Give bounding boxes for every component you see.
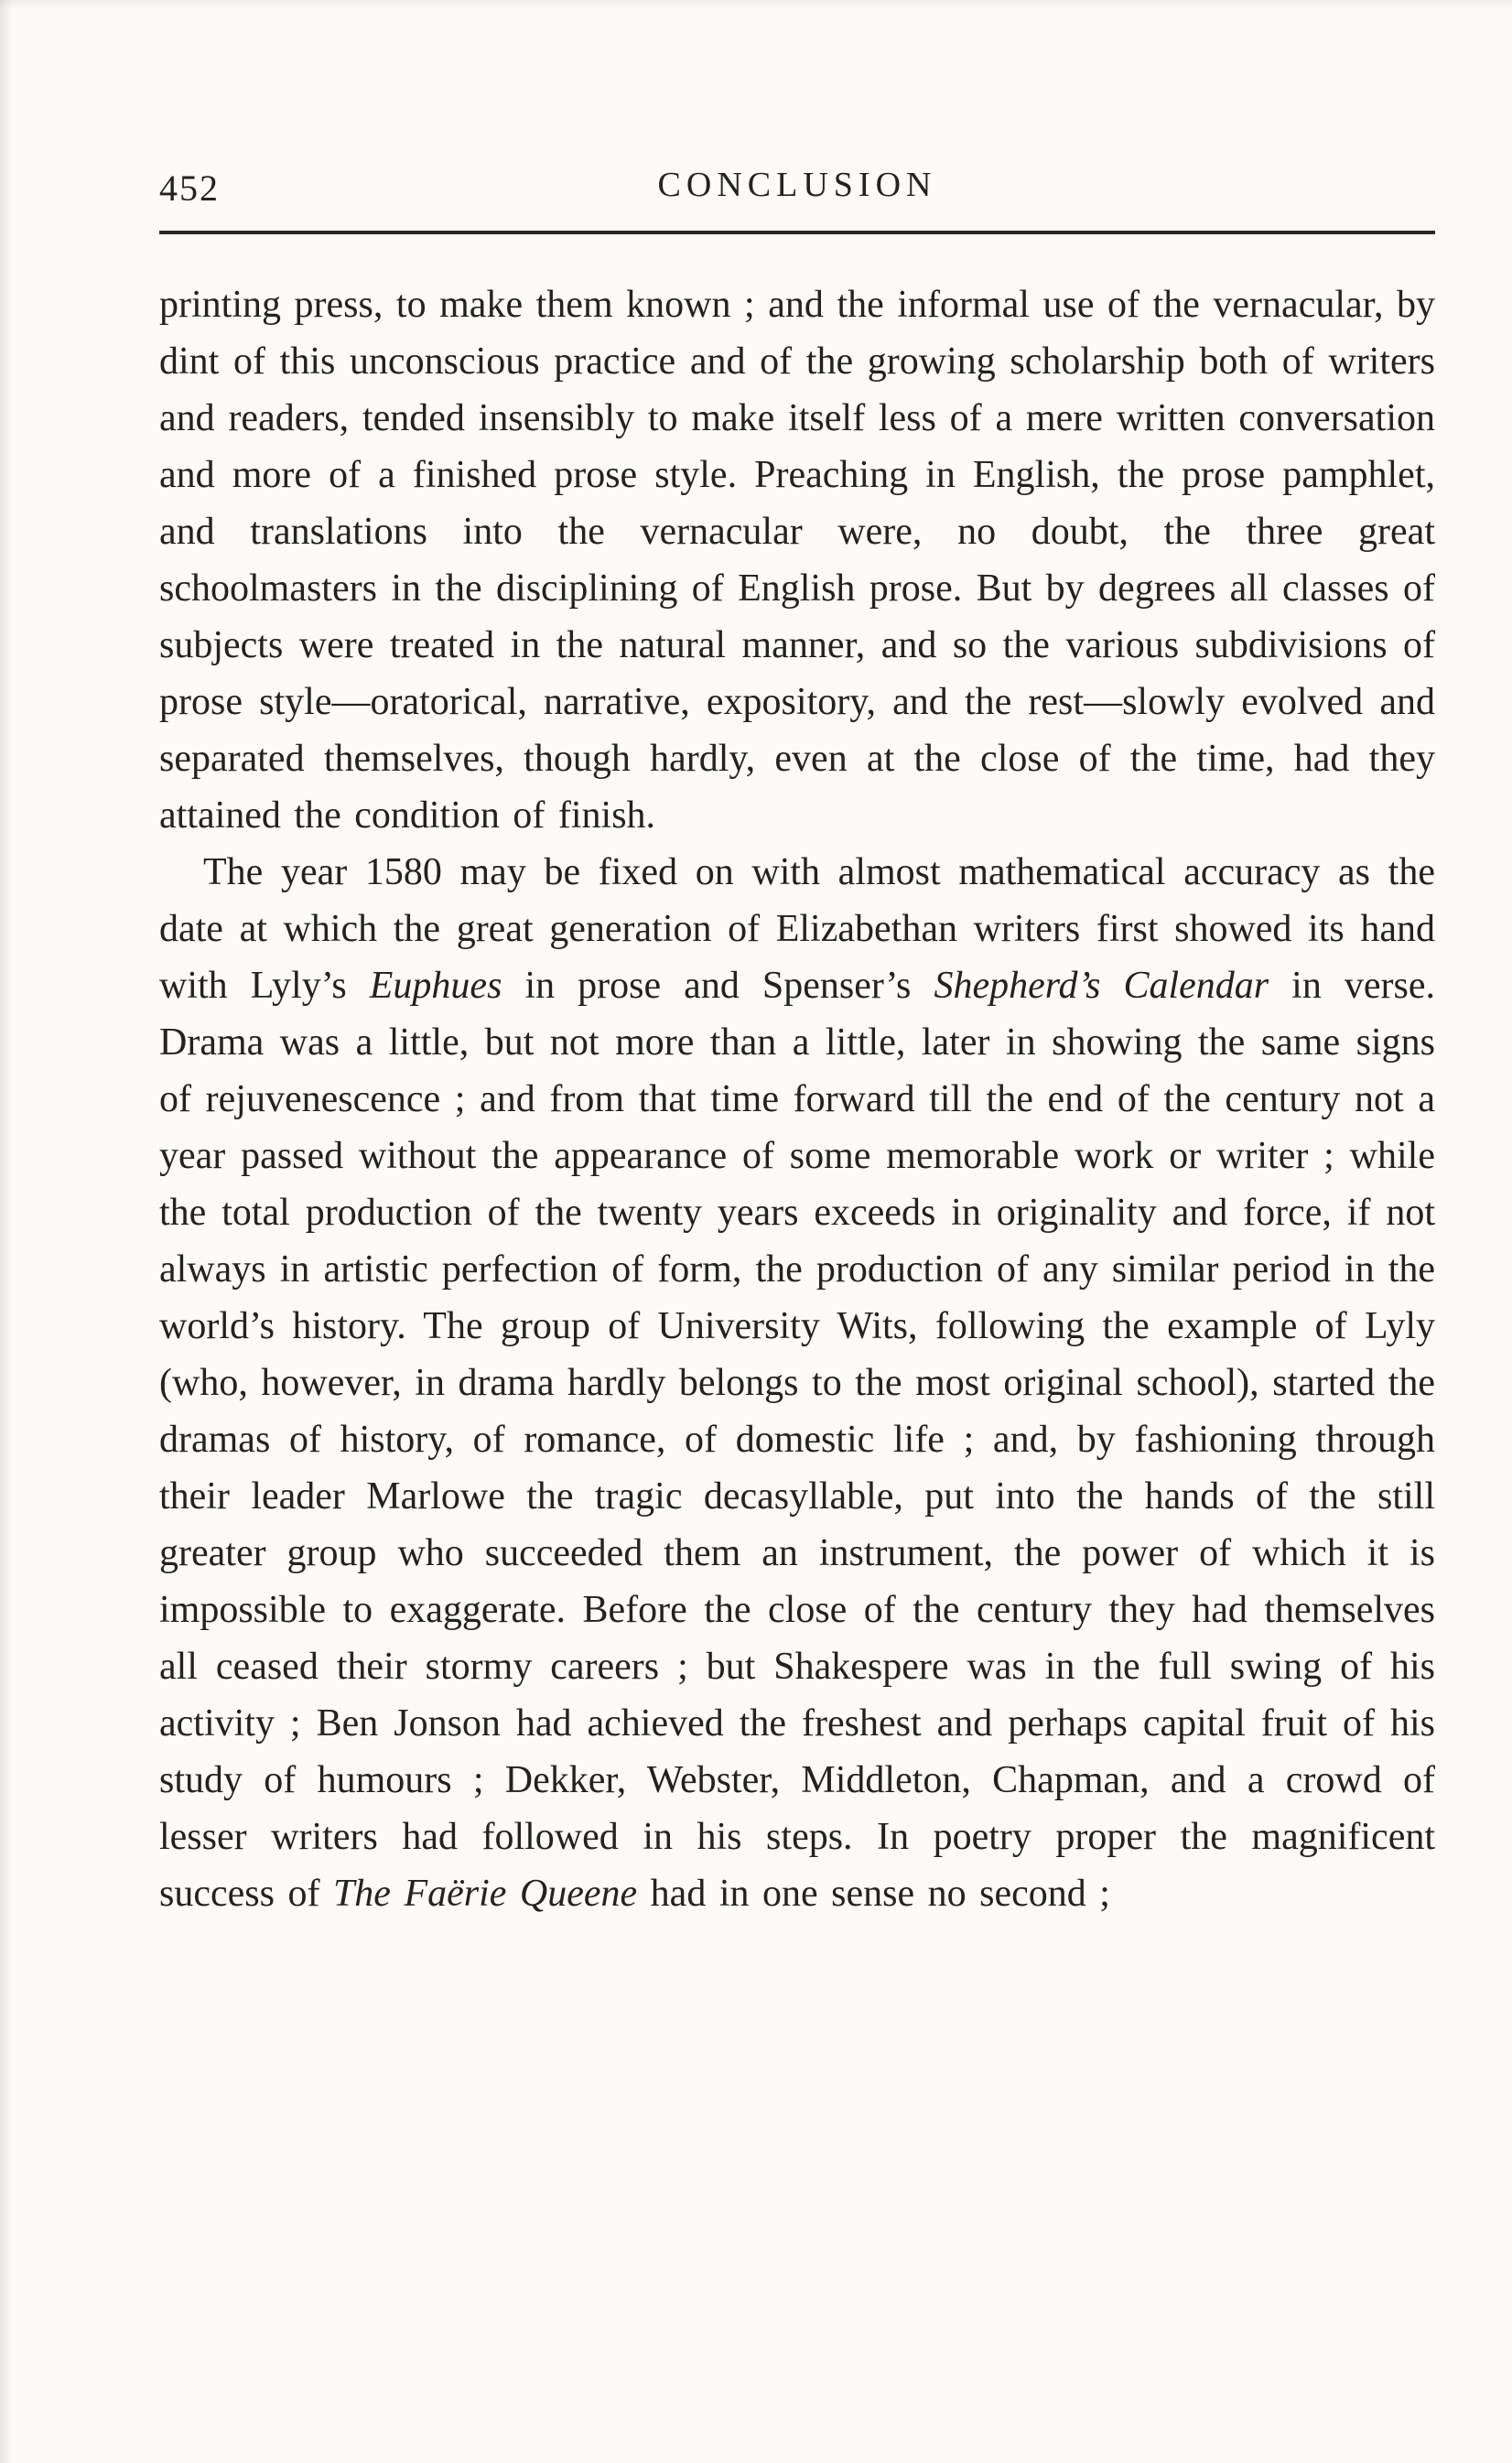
page-number: 452 (159, 167, 220, 209)
page-header (159, 165, 1435, 212)
paragraph (159, 276, 1435, 844)
header-rule (159, 231, 1435, 234)
running-title: CONCLUSION (657, 166, 937, 204)
italic-text-run: Shepherd’s Calendar (934, 965, 1269, 1007)
text-run: in prose and Spenser’s (502, 965, 934, 1007)
paragraph (159, 844, 1435, 1922)
text-block (159, 276, 1435, 1922)
text-run: The year 1580 may be fixed on with almost mathematical accuracy as the date at which the great generation of Elizabethan writers first showed its hand with Lyly’s (159, 851, 1435, 1007)
text-run: had in one sense no second ; (637, 1873, 1110, 1915)
italic-text-run: Euphues (369, 965, 502, 1007)
text-run: printing press, to make them known ; and the informal use of the vernacular, by dint of this unconscious practice and of the growing scholarship both of writers and readers, tended insensibly to make itself less of a mere written conversation and more of a finished prose style. Preaching in English, the prose pamphlet, and translations into the vernacular were, no doubt, the three great schoolmasters in the disciplining of English prose. But by degrees all classes of subjects were treated in the natural manner, and so the various subdivisions of prose style—oratorical, narrative, expository, and the rest—slowly evolved and separated themselves, though hardly, even at the close of the time, had they attained the condition of finish. (159, 284, 1435, 837)
text-column (159, 165, 1435, 1922)
text-run: in verse. Drama was a little, but not more than a little, later in showing the same signs of rejuvenescence ; and from that time forward till the end of the century not a year passed without the appearance of some memorable work or writer ; while the total production of the twenty years exceeds in originality and force, if not always in artistic perfection of form, the production of any similar period in the world’s history. The group of University Wits, following the example of Lyly (who, however, in drama hardly belongs to the most original school), started the dramas of history, of romance, of domestic life ; and, by fashioning through their leader Marlowe the tragic decasyllable, put into the hands of the still greater group who succeeded them an instrument, the power of which it is impossible to exaggerate. Before the close of the century they had themselves all ceased their stormy careers ; but Shakespere was in the full swing of his activity ; Ben Jonson had achieved the freshest and perhaps capital fruit of his study of humours ; Dekker, Webster, Middleton, Chapman, and a crowd of lesser writers had followed in his steps. In poetry proper the magnificent success of (159, 965, 1435, 1915)
italic-text-run: The Faërie Queene (332, 1873, 638, 1915)
